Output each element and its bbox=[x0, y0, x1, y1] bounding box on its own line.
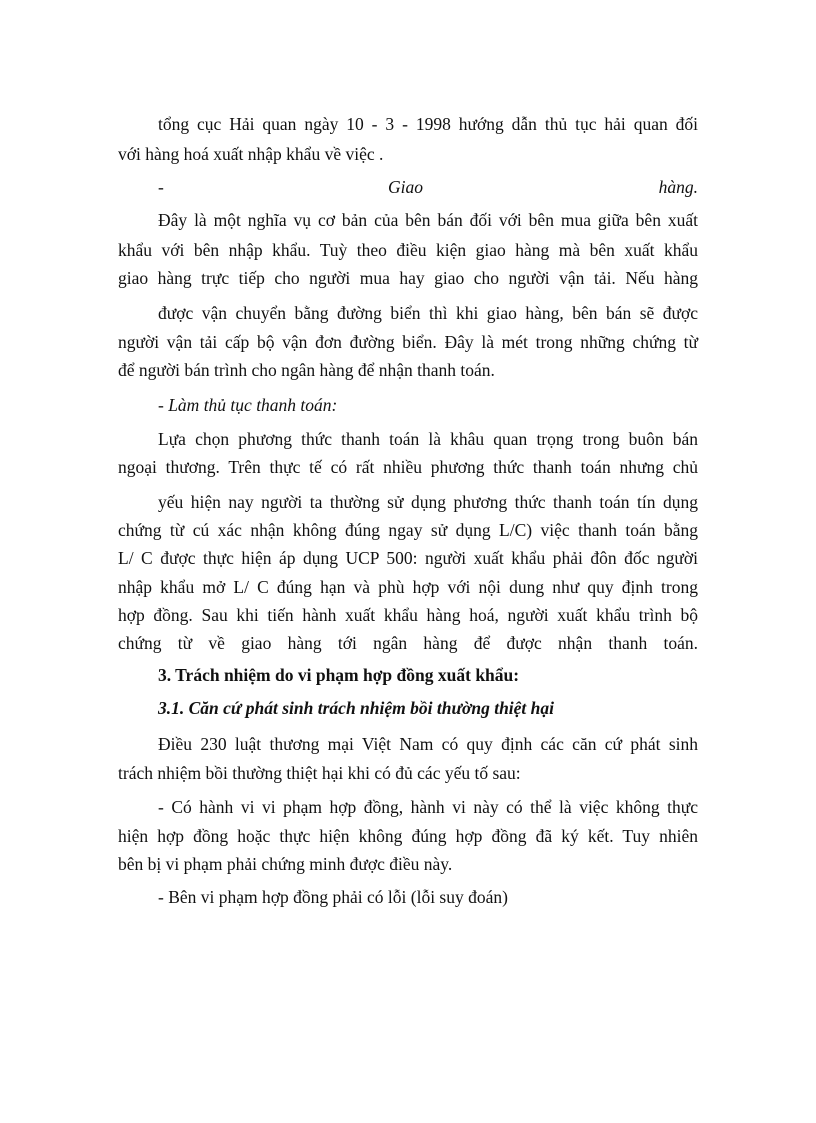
subheading-word: Giao bbox=[388, 177, 423, 197]
text-line: giao hàng trực tiếp cho người mua hay giao cho người vận tải. Nếu hàng bbox=[118, 268, 698, 288]
subheading-payment: - Làm thủ tục thanh toán: bbox=[158, 395, 338, 415]
text-line: hợp đồng. Sau khi tiến hành xuất khẩu hàng hoá, người xuất khẩu trình bộ bbox=[118, 605, 698, 625]
text-line: Điều 230 luật thương mại Việt Nam có quy định các căn cứ phát sinh bbox=[158, 734, 698, 754]
text-line: Lựa chọn phương thức thanh toán là khâu quan trọng trong buôn bán bbox=[158, 429, 698, 449]
text-line: yếu hiện nay người ta thường sử dụng phương thức thanh toán tín dụng bbox=[158, 492, 698, 512]
section-heading: 3. Trách nhiệm do vi phạm hợp đồng xuất khẩu: bbox=[158, 665, 520, 685]
text-line: hiện hợp đồng hoặc thực hiện không đúng hợp đồng đã ký kết. Tuy nhiên bbox=[118, 826, 698, 846]
text-line: chứng từ cú xác nhận không đúng ngay sử dụng L/C) việc thanh toán bằng bbox=[118, 520, 698, 540]
text-line: trách nhiệm bồi thường thiệt hại khi có đủ các yếu tố sau: bbox=[118, 763, 521, 783]
text-line: nhập khẩu mở L/ C đúng hạn và phù hợp với nội dung như quy định trong bbox=[118, 577, 698, 597]
text-line: khẩu với bên nhập khẩu. Tuỳ theo điều kiện giao hàng mà bên xuất khẩu bbox=[118, 240, 698, 260]
text-line: được vận chuyển bằng đường biển thì khi giao hàng, bên bán sẽ được bbox=[158, 303, 698, 323]
text-line: người vận tải cấp bộ vận đơn đường biển. Đây là mét trong những chứng từ bbox=[118, 332, 698, 352]
dash: - bbox=[158, 177, 164, 197]
text-line: L/ C được thực hiện áp dụng UCP 500: người xuất khẩu phải đôn đốc người bbox=[118, 548, 698, 568]
text-line: ngoại thương. Trên thực tế có rất nhiều phương thức thanh toán nhưng chủ bbox=[118, 457, 698, 477]
subheading-giao-hang bbox=[158, 177, 698, 199]
text-line: bên bị vi phạm phải chứng minh được điều này. bbox=[118, 854, 453, 874]
subsection-heading: 3.1. Căn cứ phát sinh trách nhiệm bồi thường thiệt hại bbox=[158, 698, 555, 718]
text-line: với hàng hoá xuất nhập khẩu về việc . bbox=[118, 144, 384, 164]
text-line: để người bán trình cho ngân hàng để nhận thanh toán. bbox=[118, 360, 495, 380]
text-line: - Bên vi phạm hợp đồng phải có lỗi (lỗi suy đoán) bbox=[158, 887, 508, 907]
text-line: - Có hành vi vi phạm hợp đồng, hành vi này có thể là việc không thực bbox=[158, 797, 698, 817]
text-line: chứng từ về giao hàng tới ngân hàng để được nhận thanh toán. bbox=[118, 633, 698, 653]
text-line: Đây là một nghĩa vụ cơ bản của bên bán đối với bên mua giữa bên xuất bbox=[158, 210, 698, 230]
subheading-word: hàng. bbox=[658, 177, 698, 197]
text-line: tổng cục Hải quan ngày 10 - 3 - 1998 hướng dẫn thủ tục hải quan đối bbox=[158, 114, 698, 134]
